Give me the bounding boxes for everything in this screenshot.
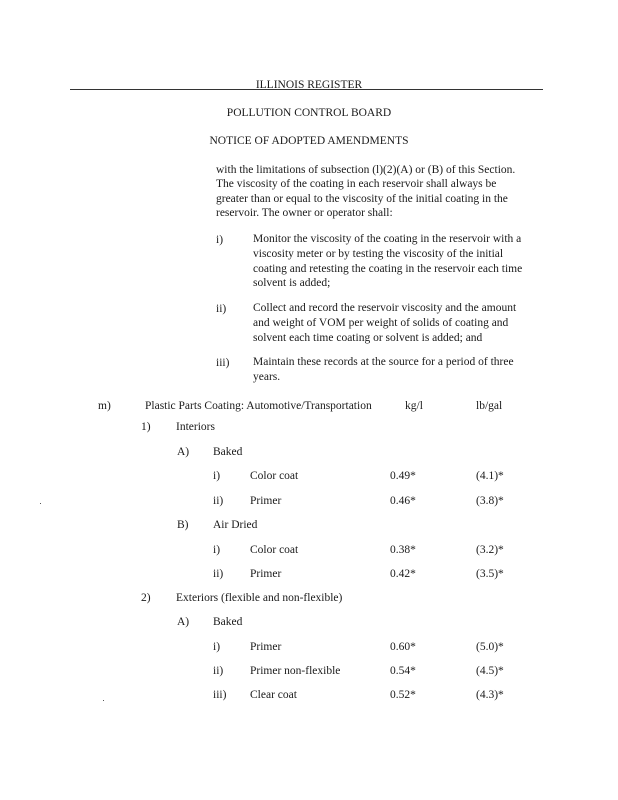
subcategory-number: A) [177, 446, 190, 458]
step-line: Maintain these records at the source for a period of three [253, 356, 514, 368]
category-number: 1) [141, 421, 151, 433]
register-title: ILLINOIS REGISTER [255, 79, 363, 91]
scan-speck [40, 503, 41, 504]
intro-line: The viscosity of the coating in each reservoir shall always be [216, 178, 497, 191]
category-label: Interiors [176, 421, 215, 433]
row-kgl: 0.54* [390, 665, 416, 677]
intro-line: greater than or equal to the viscosity of the initial coating in the [216, 192, 508, 205]
intro-line: with the limitations of subsection (l)(2)(A) or (B) of this Section. [216, 164, 516, 176]
category-number: 2) [141, 592, 151, 604]
row-number: i) [213, 470, 221, 482]
row-kgl: 0.49* [390, 470, 416, 482]
row-number: i) [213, 544, 221, 556]
row-number: ii) [213, 495, 224, 507]
step-number: i) [216, 234, 224, 246]
board-title: POLLUTION CONTROL BOARD [226, 107, 392, 119]
step-text [253, 301, 516, 345]
row-lbgal: (4.3)* [476, 689, 504, 701]
step-line: years. [253, 370, 281, 383]
row-name: Clear coat [250, 689, 297, 701]
subcategory-label: Baked [213, 616, 243, 628]
row-name: Color coat [250, 470, 299, 482]
intro-paragraph [216, 163, 541, 221]
row-name: Primer [250, 641, 282, 653]
section-title: Plastic Parts Coating: Automotive/Transportation [145, 400, 372, 412]
notice-title: NOTICE OF ADOPTED AMENDMENTS [209, 135, 409, 147]
row-lbgal: (3.5)* [476, 568, 504, 580]
row-number: ii) [213, 568, 224, 580]
row-kgl: 0.60* [390, 641, 416, 653]
subcategory-label: Baked [213, 446, 243, 458]
step-text [253, 355, 514, 385]
step-line: solvent is added; [253, 277, 331, 290]
step-line: and weight of VOM per weight of solids of coating and [253, 316, 509, 329]
row-lbgal: (3.8)* [476, 495, 504, 507]
subcategory-number: A) [177, 616, 190, 628]
intro-line: reservoir. The owner or operator shall: [216, 207, 393, 220]
section-label: m) [98, 400, 111, 412]
step-line: Monitor the viscosity of the coating in the reservoir with a [253, 233, 522, 245]
row-number: ii) [213, 665, 224, 677]
row-number: i) [213, 641, 221, 653]
step-line: Collect and record the reservoir viscosity and the amount [253, 302, 517, 314]
step-line: viscosity meter or by testing the viscosity of the initial [253, 247, 504, 260]
step-line: coating and retesting the coating in the reservoir each time [253, 262, 523, 275]
header-rule [70, 89, 543, 90]
column-header-lbgal: lb/gal [476, 400, 503, 412]
row-lbgal: (4.1)* [476, 470, 504, 482]
row-number: iii) [213, 689, 227, 701]
scan-speck [103, 700, 104, 701]
row-lbgal: (5.0)* [476, 641, 504, 653]
step-text [253, 232, 522, 291]
row-name: Color coat [250, 544, 299, 556]
subcategory-label: Air Dried [213, 519, 258, 531]
row-name: Primer non-flexible [250, 665, 341, 677]
row-kgl: 0.46* [390, 495, 416, 507]
row-lbgal: (3.2)* [476, 544, 504, 556]
row-name: Primer [250, 568, 282, 580]
row-kgl: 0.52* [390, 689, 416, 701]
step-number: iii) [216, 357, 230, 369]
row-kgl: 0.38* [390, 544, 416, 556]
column-header-kgl: kg/l [405, 400, 423, 412]
step-number: ii) [216, 303, 227, 315]
row-kgl: 0.42* [390, 568, 416, 580]
step-line: solvent each time coating or solvent is added; and [253, 331, 483, 344]
category-label: Exteriors (flexible and non-flexible) [176, 592, 343, 604]
subcategory-number: B) [177, 519, 189, 531]
row-name: Primer [250, 495, 282, 507]
row-lbgal: (4.5)* [476, 665, 504, 677]
